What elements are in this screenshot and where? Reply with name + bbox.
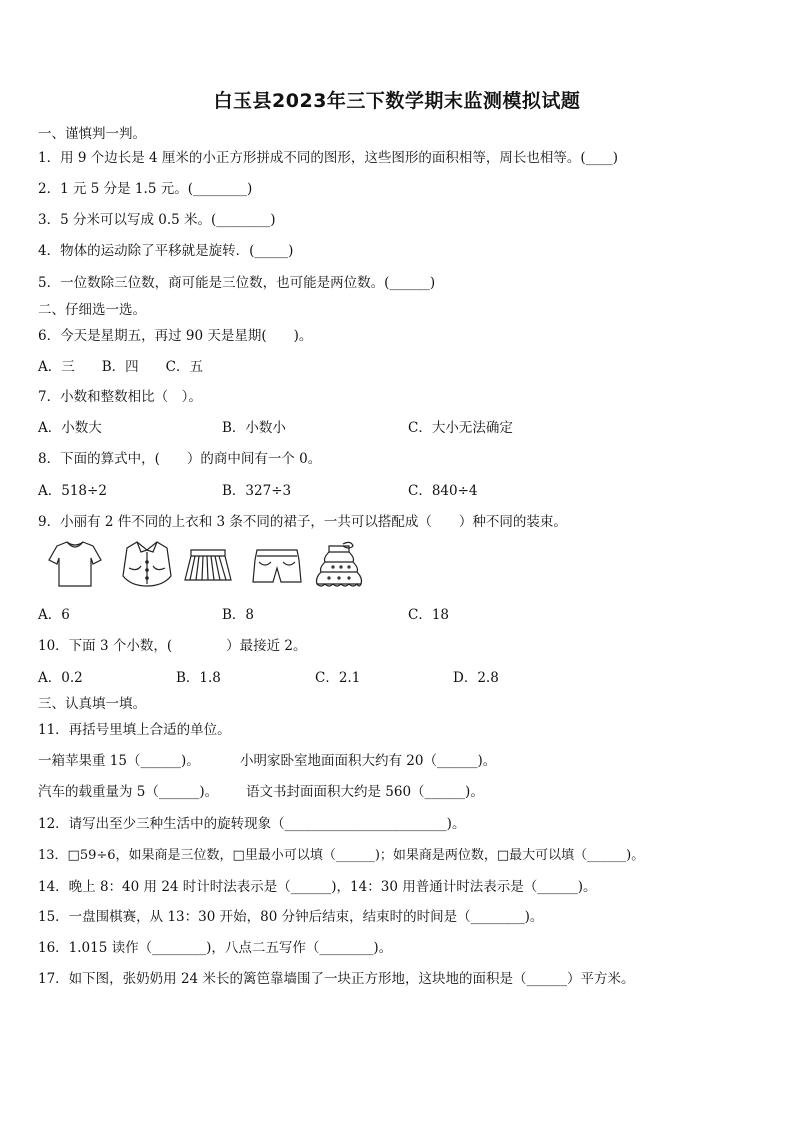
question-11-a: 一箱苹果重 15（______)。 xyxy=(38,753,200,769)
question-10-option-b: B．1.8 xyxy=(176,670,221,686)
shirt-1-icon xyxy=(49,542,101,586)
question-8-option-a: A．518÷2 xyxy=(38,483,107,499)
skirt-2-icon xyxy=(253,550,301,582)
question-9-option-a: A．6 xyxy=(38,607,70,623)
question-9-option-c: C．18 xyxy=(408,607,450,623)
question-6: 6．今天是星期五，再过 90 天是星期( )。 xyxy=(38,328,313,344)
question-8-option-c: C．840÷4 xyxy=(408,483,478,499)
question-10: 10．下面 3 个小数，( ）最接近 2。 xyxy=(38,638,307,654)
question-11-c: 汽车的载重量为 5（______)。 xyxy=(38,784,219,800)
section-1-heading: 一、谨慎判一判。 xyxy=(38,126,146,142)
question-10-option-c: C．2.1 xyxy=(315,670,361,686)
question-17: 17．如下图，张奶奶用 24 米长的篱笆靠墙围了一块正方形地，这块地的面积是（______）平方米。 xyxy=(38,971,635,987)
question-7-option-c: C．大小无法确定 xyxy=(408,420,513,436)
question-8-option-b: B．327÷3 xyxy=(222,483,292,499)
section-3-heading: 三、认真填一填。 xyxy=(38,696,146,712)
question-2: 2．1 元 5 分是 1.5 元。(________) xyxy=(38,181,253,197)
question-9: 9．小丽有 2 件不同的上衣和 3 条不同的裙子，一共可以搭配成（ ）种不同的装束。 xyxy=(38,514,567,530)
question-5: 5．一位数除三位数，商可能是三位数，也可能是两位数。(______) xyxy=(38,275,436,291)
question-11: 11．再括号里填上合适的单位。 xyxy=(38,722,231,738)
question-3: 3．5 分米可以写成 0.5 米。(________) xyxy=(38,212,276,228)
question-10-option-a: A．0.2 xyxy=(38,670,83,686)
question-1: 1．用 9 个边长是 4 厘米的小正方形拼成不同的图形，这些图形的面积相等，周长也相等。(____) xyxy=(38,150,618,166)
question-11-b: 小明家卧室地面面积大约有 20（______)。 xyxy=(240,753,497,769)
question-8: 8．下面的算式中，( ）的商中间有一个 0。 xyxy=(38,451,322,467)
question-10-option-d: D．2.8 xyxy=(453,670,499,686)
section-2-heading: 二、仔细选一选。 xyxy=(38,302,146,318)
skirt-1-icon xyxy=(185,550,231,580)
question-7: 7．小数和整数相比（ ）。 xyxy=(38,389,202,405)
clothing-images xyxy=(45,540,365,592)
question-7-option-a: A．小数大 xyxy=(38,420,102,436)
question-7-option-b: B．小数小 xyxy=(222,420,286,436)
question-12: 12．请写出至少三种生活中的旋转现象（________________________)。 xyxy=(38,816,466,832)
question-4: 4．物体的运动除了平移就是旋转．(_____) xyxy=(38,243,294,259)
shirt-2-icon xyxy=(123,542,171,586)
question-9-option-b: B．8 xyxy=(222,607,255,623)
question-11-d: 语文书封面面积大约是 560（______)。 xyxy=(246,784,484,800)
question-13: 13．□59÷6，如果商是三位数，□里最小可以填（______)；如果商是两位数，□最大可以填（______)。 xyxy=(38,848,645,863)
question-14: 14．晚上 8：40 用 24 时计时法表示是（______)，14：30 用普通计时法表示是（______)。 xyxy=(38,879,597,895)
question-6-options: A．三 B．四 C．五 xyxy=(38,359,203,375)
question-16: 16．1.015 读作（________)，八点二五写作（________)。 xyxy=(38,940,393,956)
page-title: 白玉县2023年三下数学期末监测模拟试题 xyxy=(213,90,581,112)
question-15: 15．一盘围棋赛，从 13：30 开始，80 分钟后结束，结束时的时间是（________)。 xyxy=(38,909,544,925)
skirt-3-icon xyxy=(317,542,362,586)
